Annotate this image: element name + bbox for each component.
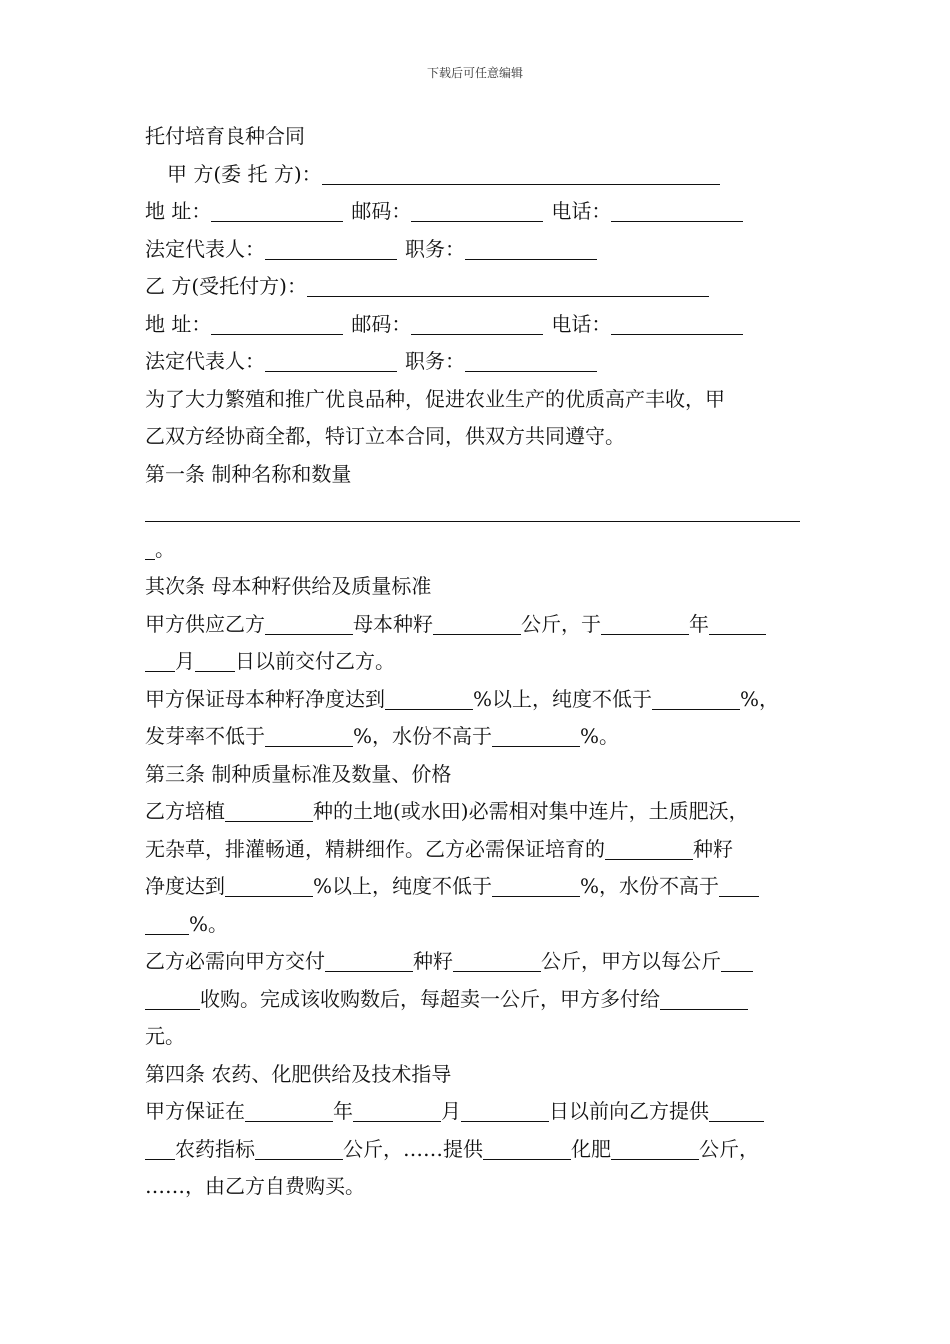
intro-line-2: 乙双方经协商全都，特订立本合同，供双方共同遵守。	[145, 424, 625, 448]
text-segment: %以上，纯度不低于	[313, 874, 493, 898]
article-1-tail-line	[145, 531, 815, 569]
article-4-line-2	[145, 1131, 815, 1169]
party-a-rep-line	[145, 231, 815, 269]
party-a-blank[interactable]	[322, 162, 720, 185]
month-blank[interactable]	[353, 1099, 441, 1122]
pesticide-qty-blank[interactable]	[255, 1137, 343, 1160]
article-1-title: 第一条 制种名称和数量	[145, 461, 352, 486]
text-segment: 年	[333, 1099, 353, 1123]
article-3-line-3	[145, 868, 815, 906]
text-segment: 无杂草，排灌畅通，精耕细作。乙方必需保证培育的	[145, 836, 605, 861]
article-3-title: 第三条 制种质量标准及数量、价格	[145, 761, 452, 786]
moisture-blank-end[interactable]	[145, 912, 189, 935]
price-blank-end[interactable]	[145, 987, 200, 1010]
text-segment: 种的土地(或水田)必需相对集中连片，土质肥沃，	[313, 799, 749, 823]
party-b-blank[interactable]	[307, 274, 709, 297]
rep-label: 法定代表人：	[145, 349, 265, 373]
fertilizer-blank[interactable]	[483, 1137, 571, 1160]
text-segment: %，	[740, 686, 780, 711]
text-segment: 化肥	[571, 1136, 611, 1161]
article-4-line-3: ……，由乙方自费购买。	[145, 1174, 365, 1198]
day-blank[interactable]	[461, 1099, 549, 1122]
intro-line-1: 为了大力繁殖和推广优良品种，促进农业生产的优质高产丰收，甲	[145, 386, 725, 411]
article-1-blank-line	[145, 493, 815, 531]
position-label: 职务：	[405, 236, 465, 261]
delivery-seed-blank[interactable]	[325, 949, 413, 972]
header-note: 下载后可任意编辑	[426, 66, 523, 80]
rep-blank[interactable]	[265, 349, 397, 372]
postcode-label: 邮码：	[351, 199, 412, 223]
document-title: 托付培育良种合同	[145, 124, 305, 148]
moisture-blank-start[interactable]	[719, 874, 759, 897]
party-a-label: 甲 方(委 托 方)：	[167, 161, 322, 186]
month-blank-end[interactable]	[145, 649, 175, 672]
text-segment: 公斤，甲方以每公斤	[541, 949, 721, 973]
pesticide-blank-start[interactable]	[709, 1099, 764, 1122]
text-segment: %，水份不高于	[580, 874, 720, 898]
seed-supply-blank[interactable]	[265, 612, 353, 635]
article-3-line-4	[145, 906, 815, 944]
year-blank[interactable]	[245, 1099, 333, 1122]
text-segment: 年	[689, 611, 709, 636]
phone-blank[interactable]	[611, 312, 743, 335]
month-blank-start[interactable]	[709, 612, 766, 635]
address-label: 地 址：	[145, 199, 212, 223]
article-3-line-2	[145, 831, 815, 869]
rep-blank[interactable]	[265, 237, 397, 260]
day-blank[interactable]	[195, 649, 235, 672]
article-4-line-1	[145, 1093, 815, 1131]
party-b-contact-line	[145, 306, 815, 344]
article-2-line-2	[145, 643, 815, 681]
text-segment: 种籽	[693, 836, 733, 861]
address-blank[interactable]	[211, 199, 343, 222]
cleanliness-blank[interactable]	[385, 687, 473, 710]
phone-label: 电话：	[551, 199, 612, 223]
text-segment: 日以前交付乙方。	[235, 649, 395, 673]
text-segment: 甲方保证在	[145, 1099, 245, 1123]
article-1-tail: 。	[155, 536, 175, 561]
text-segment: 收购。完成该收购数后，每超卖一公斤，甲方多付给	[200, 986, 660, 1011]
price-blank-start[interactable]	[721, 949, 753, 972]
seed-qty-blank[interactable]	[433, 612, 521, 635]
moisture-blank[interactable]	[492, 724, 580, 747]
postcode-blank[interactable]	[411, 199, 543, 222]
article-2-line-3	[145, 681, 815, 719]
seed-type-blank[interactable]	[605, 837, 693, 860]
position-blank[interactable]	[465, 349, 597, 372]
article-2-line-4	[145, 718, 815, 756]
article-3-line-5	[145, 943, 815, 981]
text-segment: %。	[580, 724, 620, 748]
party-b-rep-line	[145, 343, 815, 381]
text-segment: 种籽	[413, 949, 453, 973]
variety-blank[interactable]	[145, 499, 800, 522]
text-segment: 月	[175, 649, 195, 673]
contract-body	[145, 118, 815, 1206]
text-segment: 公斤，……提供	[343, 1136, 483, 1161]
crop-blank[interactable]	[225, 799, 313, 822]
rep-label: 法定代表人：	[145, 236, 265, 261]
text-segment: 净度达到	[145, 874, 225, 898]
variety-blank-end[interactable]	[145, 537, 155, 560]
postcode-label: 邮码：	[351, 311, 412, 336]
text-segment: 公斤，	[699, 1136, 759, 1161]
party-a-contact-line	[145, 193, 815, 231]
text-segment: 日以前向乙方提供	[549, 1099, 709, 1123]
year-blank[interactable]	[601, 612, 689, 635]
article-2-line-1	[145, 606, 815, 644]
position-label: 职务：	[405, 349, 465, 373]
party-b-line	[145, 268, 815, 306]
article-4-title: 第四条 农药、化肥供给及技术指导	[145, 1061, 452, 1086]
text-segment: 母本种籽	[353, 611, 433, 636]
text-segment: 农药指标	[175, 1136, 255, 1161]
party-b-label: 乙 方(受托付方)：	[145, 274, 307, 298]
text-segment: 乙方培植	[145, 799, 225, 823]
text-segment: %以上，纯度不低于	[473, 686, 653, 711]
purity-blank[interactable]	[652, 687, 740, 710]
text-segment: 月	[441, 1099, 461, 1123]
text-segment: 公斤，于	[521, 611, 601, 636]
pesticide-blank-end[interactable]	[145, 1137, 175, 1160]
postcode-blank[interactable]	[411, 312, 543, 335]
article-3-line-6	[145, 981, 815, 1019]
party-a-line	[145, 156, 815, 194]
cleanliness-blank[interactable]	[225, 874, 313, 897]
extra-pay-blank[interactable]	[660, 987, 748, 1010]
address-label: 地 址：	[145, 311, 212, 336]
article-3-line-1	[145, 793, 815, 831]
text-segment: 乙方必需向甲方交付	[145, 949, 325, 973]
phone-blank[interactable]	[611, 199, 743, 222]
fertilizer-qty-blank[interactable]	[611, 1137, 699, 1160]
phone-label: 电话：	[551, 311, 612, 336]
delivery-qty-blank[interactable]	[453, 949, 541, 972]
text-segment: 甲方保证母本种籽净度达到	[145, 686, 385, 711]
text-segment: %，水份不高于	[353, 724, 493, 748]
text-segment: %。	[189, 911, 229, 936]
text-segment: 甲方供应乙方	[145, 611, 265, 636]
text-segment: 发芽率不低于	[145, 724, 265, 748]
address-blank[interactable]	[211, 312, 343, 335]
germination-blank[interactable]	[265, 724, 353, 747]
article-3-line-7: 元。	[145, 1024, 185, 1048]
article-2-title: 其次条 母本种籽供给及质量标准	[145, 574, 432, 598]
position-blank[interactable]	[465, 237, 597, 260]
purity-blank[interactable]	[492, 874, 580, 897]
